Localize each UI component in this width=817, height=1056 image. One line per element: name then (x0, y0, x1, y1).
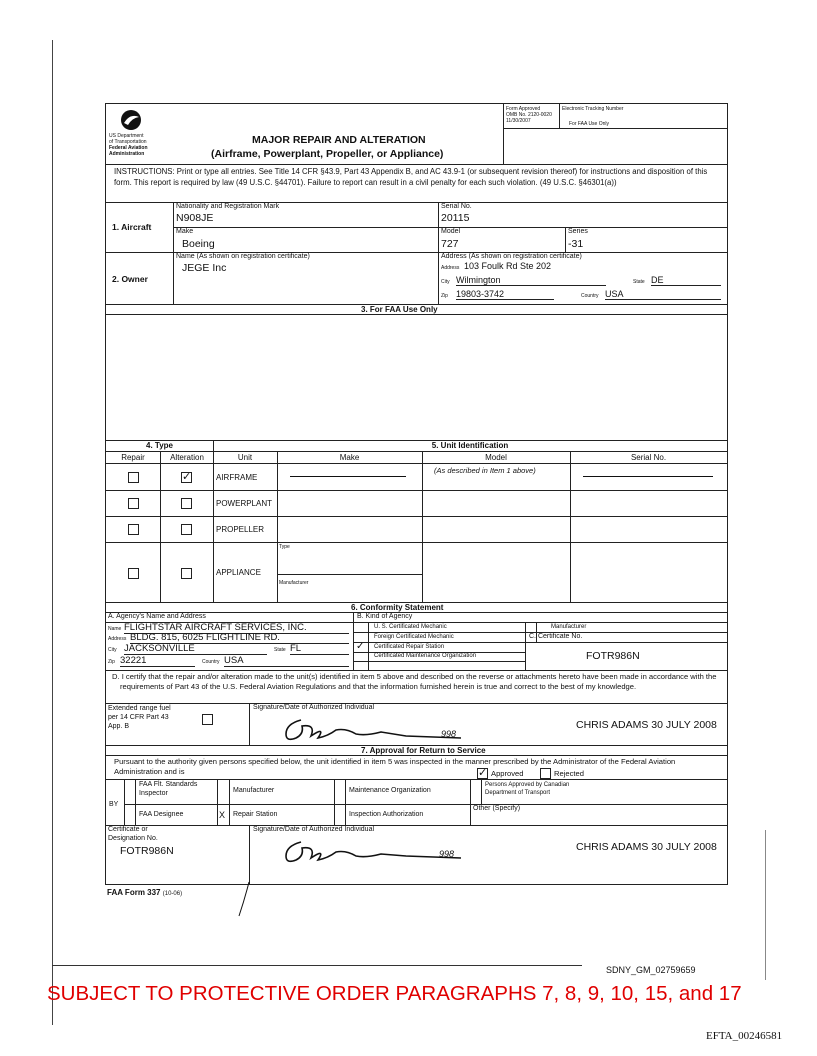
extended-range-1: Extended range fuel (108, 705, 171, 712)
agency-line-3: Federal Aviation (109, 145, 148, 151)
unit-propeller: PROPELLER (216, 525, 265, 534)
owner-address-key: Address (441, 265, 460, 271)
type-section-label: 4. Type (146, 441, 173, 450)
unit-airframe: AIRFRAME (216, 473, 258, 482)
faa-form-337 (105, 103, 728, 885)
signature-1 (256, 712, 506, 748)
bates-number: SDNY_GM_02759659 (606, 965, 696, 975)
agency-country-key: Country (202, 659, 220, 665)
agency-line-4: Administration (109, 151, 145, 157)
flt-standards-2: Inspector (139, 790, 168, 797)
owner-country-key: Country (581, 293, 599, 299)
approval-section-label: 7. Approval for Return to Service (361, 746, 486, 755)
cert-no-value: FOTR986N (586, 650, 640, 662)
form-revision: (10-06) (162, 891, 183, 897)
owner-city-key: City (441, 279, 450, 285)
owner-city: Wilmington (456, 275, 606, 286)
serial-value: 20115 (441, 212, 470, 224)
appliance-alteration-checkbox[interactable] (181, 568, 192, 579)
col-model: Model (485, 453, 507, 462)
owner-section-label: 2. Owner (112, 274, 148, 284)
appliance-type-label: Type (279, 544, 290, 550)
kind-repair-station: Certificated Repair Station (374, 644, 445, 650)
instructions-text: INSTRUCTIONS: Print or type all entries. See Title 14 CFR §43.9, Part 43 Appendix B, and AC 43.9-1 (or subsequent revision thereof) for instructions and disposition of this form. This report is required by law (49 U.S.C. §44701). Failure to report can result in a civil penalty for each such violation. (49 U.S.C. §46301(a)) (114, 167, 708, 187)
propeller-repair-checkbox[interactable] (128, 524, 139, 535)
repair-station-x-mark: X (219, 810, 226, 820)
model-label: Model (441, 228, 461, 235)
nationality-label: Nationality and Registration Mark (176, 203, 280, 210)
protective-order-notice: SUBJECT TO PROTECTIVE ORDER PARAGRAPHS 7, 8, 9, 10, 15, and 17 (47, 982, 742, 1005)
agency-name: FLIGHTSTAR AIRCRAFT SERVICES, INC. (124, 622, 349, 634)
owner-zip: 19803-3742 (456, 289, 554, 300)
form-number (107, 888, 182, 897)
owner-state-key: State (633, 279, 645, 285)
col-unit: Unit (237, 453, 253, 462)
serial-label: Serial No. (441, 203, 472, 210)
agency-zip-key: Zip (108, 659, 115, 665)
signature-1-number: 998 (441, 729, 457, 739)
agency-zip: 32221 (120, 655, 195, 667)
powerplant-alteration-checkbox[interactable] (181, 498, 192, 509)
powerplant-repair-checkbox[interactable] (128, 498, 139, 509)
footer-rule (52, 965, 582, 966)
signature-2-number: 998 (439, 849, 455, 859)
col-repair: Repair (121, 453, 145, 462)
extended-range-2: per 14 CFR Part 43 (108, 714, 169, 721)
kind-us-mechanic: U. S. Certificated Mechanic (374, 624, 447, 630)
tracking-number-label: Electronic Tracking Number (562, 106, 624, 112)
owner-address-label: Address (As shown on registration certificate) (441, 253, 582, 260)
approval-manufacturer: Manufacturer (233, 787, 275, 794)
agency-city: JACKSONVILLE (124, 643, 267, 655)
agency-state: FL (290, 643, 349, 655)
faa-designee: FAA Designee (139, 811, 184, 818)
other-specify: Other (Specify) (473, 805, 521, 812)
series-label: Series (568, 228, 588, 235)
col-make: Make (339, 453, 360, 462)
cert-designation-2: Designation No. (108, 835, 158, 842)
extended-range-checkbox[interactable] (202, 714, 213, 725)
cert-no-label: C. Certificate No. (529, 633, 583, 640)
airframe-make-dash (290, 476, 406, 477)
col-alteration: Alteration (170, 453, 204, 462)
flt-standards-1: FAA Flt. Standards (139, 781, 198, 788)
approved-label: Approved (491, 769, 524, 778)
faa-use-section-label: 3. For FAA Use Only (361, 305, 438, 314)
appliance-manufacturer-label: Manufacturer (279, 580, 309, 586)
registration-mark: N908JE (176, 212, 214, 224)
approval-statement: Pursuant to the authority given persons specified below, the unit identified in item 5 was inspected in the manner prescribed by the Administrator of the Federal Aviation Administration and is (114, 757, 676, 776)
approved-checkbox[interactable]: ✓ (478, 767, 488, 779)
certification-statement: D. I certify that the repair and/or alteration made to the unit(s) identified in item 5 above and described on the reverse or attachments hereto have been made in accordance with the requirements of Part 43 of the U.S. Federal Aviation Regulations and that the information furnished herein is true and correct to the best of my knowledge. (112, 672, 717, 691)
col-serial: Serial No. (630, 453, 667, 462)
aircraft-section-label: 1. Aircraft (112, 222, 152, 232)
propeller-alteration-checkbox[interactable] (181, 524, 192, 535)
owner-address: 103 Foulk Rd Ste 202 (464, 261, 552, 271)
signature-2 (256, 834, 506, 870)
form-approved: Form Approved (506, 106, 541, 112)
dot-logo-icon (120, 109, 142, 131)
kind-maintenance-org: Certificated Maintenance Organization (374, 653, 477, 659)
rejected-label: Rejected (554, 769, 584, 778)
form-number-text: FAA Form 337 (107, 888, 161, 897)
series-value: -31 (568, 238, 584, 250)
agency-line-2: of Transportation (109, 139, 147, 145)
signature-2-name-date: CHRIS ADAMS 30 JULY 2008 (576, 841, 717, 853)
canadian-1: Persons Approved by Canadian (485, 782, 570, 788)
airframe-alteration-checkbox[interactable]: ✓ (182, 471, 192, 483)
repair-station-check-icon: ✓ (356, 641, 365, 652)
unit-appliance: APPLIANCE (216, 568, 261, 577)
form-title: MAJOR REPAIR AND ALTERATION (252, 134, 426, 146)
agency-name-key: Name (108, 626, 122, 632)
scan-margin-line (52, 40, 53, 1025)
canadian-2: Department of Transport (485, 790, 551, 796)
signature-1-name-date: CHRIS ADAMS 30 JULY 2008 (576, 719, 717, 731)
kind-label: B. Kind of Agency (357, 613, 413, 620)
signature-label: Signature/Date of Authorized Individual (253, 704, 375, 711)
owner-name: JEGE Inc (182, 262, 227, 274)
airframe-repair-checkbox[interactable] (128, 472, 139, 483)
owner-state: DE (651, 275, 721, 286)
airframe-model-note: (As described in Item 1 above) (434, 466, 536, 475)
kind-foreign-mechanic: Foreign Certificated Mechanic (374, 634, 454, 640)
agency-address-key: Address (108, 636, 127, 642)
by-label: BY (109, 801, 119, 808)
agency-city-key: City (108, 647, 117, 653)
approval-signature-label: Signature/Date of Authorized Individual (253, 826, 375, 833)
agency-line-1: US Department (109, 133, 144, 139)
owner-zip-key: Zip (441, 293, 448, 299)
approval-maint-org: Maintenance Organization (349, 787, 431, 794)
form-subtitle: (Airframe, Powerplant, Propeller, or Appliance) (211, 148, 444, 160)
agency-label: A. Agency's Name and Address (108, 613, 206, 620)
make-label: Make (176, 228, 194, 235)
make-value: Boeing (182, 238, 215, 250)
rejected-checkbox[interactable] (540, 768, 551, 779)
appliance-repair-checkbox[interactable] (128, 568, 139, 579)
efta-number: EFTA_00246581 (706, 1030, 783, 1042)
agency-country: USA (224, 655, 349, 667)
extended-range-3: App. B (108, 723, 130, 730)
cert-designation-value: FOTR986N (120, 845, 174, 857)
agency-state-key: State (274, 647, 286, 653)
conformity-section-label: 6. Conformity Statement (351, 603, 444, 612)
faa-only-label: For FAA Use Only (569, 121, 610, 127)
model-value: 727 (441, 238, 459, 250)
owner-country: USA (605, 289, 721, 300)
omb-date: 11/30/2007 (506, 118, 531, 124)
omb-number: OMB No. 2120-0020 (506, 112, 552, 118)
inspection-authorization: Inspection Authorization (349, 811, 424, 818)
airframe-serial-dash (583, 476, 713, 477)
kind-manufacturer: Manufacturer (551, 624, 587, 630)
unit-section-label: 5. Unit Identification (431, 441, 509, 450)
cert-designation-1: Certificate or (108, 826, 148, 833)
pen-stroke (235, 880, 255, 920)
approval-repair-station: Repair Station (233, 811, 278, 818)
owner-name-label: Name (As shown on registration certificate) (176, 253, 310, 260)
unit-powerplant: POWERPLANT (216, 499, 273, 508)
agency-address: BLDG. 815, 6025 FLIGHTLINE RD. (130, 632, 349, 644)
footer-right-rule (765, 830, 766, 980)
